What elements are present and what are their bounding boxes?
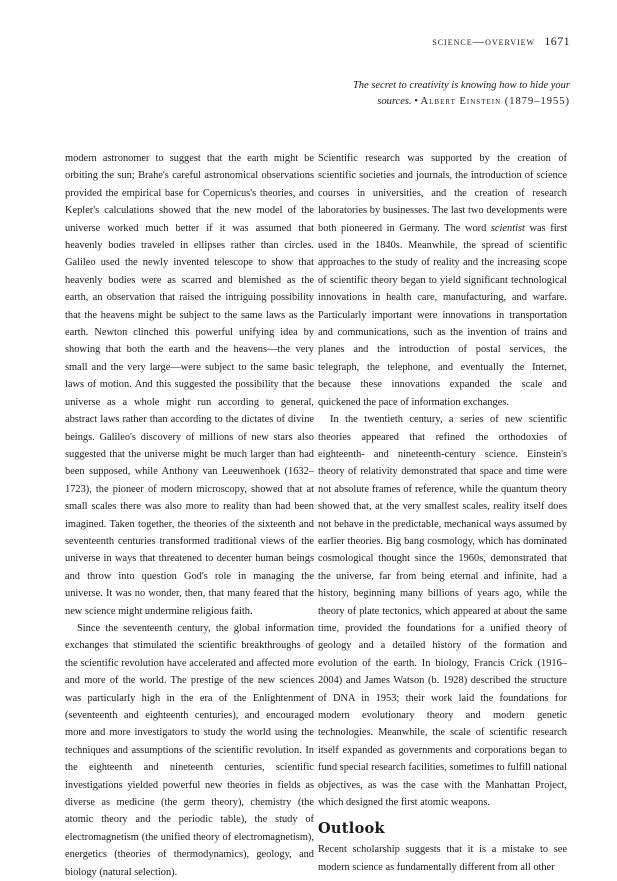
right-column [318, 150, 567, 876]
running-head-section: science—overview [432, 36, 536, 48]
page-number: 1671 [544, 34, 570, 48]
section-heading-outlook: Outlook [318, 820, 385, 838]
left-paragraph-2: Since the seventeenth century, the global information exchanges that stimulated the scientific breakthroughs of the scientific revolution have accelerated and affected more and more of the world. The prestige of the new sciences was particularly high in the era of the Enlightenment (seventeenth and eighteenth centuries), and encouraged more and more investigators to study the world using the techniques and assumptions of the scientific revolution. In the eighteenth and nineteenth centuries, scientific investigations yielded powerful new theories in fields as diverse as medicine (the germ theory), chemistry (the atomic theory and the periodic table), the study of electromagnetism (the unified theory of electromagnetism), energetics (theories of thermodynamics), geology, and biology (natural selection). [65, 622, 314, 878]
epigraph-quote-line-1: The secret to creativity is knowing how to hide your [352, 80, 570, 91]
left-column [65, 150, 314, 881]
right-paragraph-3: Recent scholarship suggests that it is a mistake to see modern science as fundamentally different from all other [318, 844, 567, 873]
epigraph-bullet: • [414, 96, 418, 107]
epigraph [270, 78, 570, 110]
epigraph-quote-line-2: sources. [377, 96, 412, 107]
right-paragraph-1 [318, 150, 567, 411]
right-paragraph-2: In the twentieth century, a series of new scientific theories appeared that refined the orthodoxies of eighteenth- and nineteenth-century science. Einstein's theory of relativity demonstrated that space and time were not absolute frames of reference, while the quantum theory showed that, at the very smallest scales, reality itself does not behave in the predictable, mechanical ways assumed by earlier theories. Big bang cosmology, which has dominated cosmological thought since the 1960s, demonstrated that the universe, far from being eternal and infinite, had a history, beginning many billions of years ago, while the theory of plate tectonics, which appeared at about the same time, provided the foundations for a unified theory of geology and a detailed history of the formation and evolution of the earth. In biology, Francis Crick (1916–2004) and James Watson (b. 1928) described the structure of DNA in 1953; their work laid the foundations for modern evolutionary theory and modern genetic technologies. Meanwhile, the scale of scientific research itself expanded as governments and corporations began to fund special research facilities, sometimes to fulfill national objectives, as was the case with the Manhattan Project, which designed the first atomic weapons. [318, 414, 567, 809]
running-head [432, 34, 570, 49]
right-paragraph-1-end: was first used in the 1840s. Meanwhile, the spread of scientific approaches to the study of reality and the increasing scope of scientific theory began to yield significant technological innovations in health care, manufacturing, and warfare. Particularly important were innovations in transportation and communications, such as the invention of trains and planes and the introduction of postal services, the telegraph, the telephone, and eventually the Internet, because these innovations expanded the scale and quickened the pace of information exchanges. [318, 222, 568, 408]
epigraph-line-2 [270, 94, 570, 110]
epigraph-attribution: Albert Einstein (1879–1955) [420, 96, 570, 107]
italic-term-scientist: scientist [490, 222, 525, 234]
left-paragraph-1: modern astronomer to suggest that the earth might be orbiting the sun; Brahe's careful astronomical observations provided the empirical base for Copernicus's theories, and Kepler's calculations showed that the new model of the universe worked much better if it was assumed that heavenly bodies traveled in ellipses rather than circles. Galileo used the newly invented telescope to show that heavenly bodies were as scarred and blemished as the earth, an observation that raised the intriguing possibility that the heavens might be subject to the same laws as the earth. Newton clinched this powerful unifying idea by showing that both the earth and the heavens—the very small and the very large—were subject to the same basic laws of motion. And this suggested the possibility that the universe as a whole might run according to general, abstract laws rather than according to the dictates of divine beings. Galileo's discovery of millions of new stars also suggested that the universe might be much larger than had been supposed, while Anthony van Leeuwenhoek (1632–1723), the pioneer of modern microscopy, showed that at small scales there was also more to reality than had been imagined. Taken together, the theories of the sixteenth and seventeenth centuries transformed traditional views of the universe in ways that threatened to decenter human beings and throw into question God's role in managing the universe. It was no wonder, then, that many feared that the new science might undermine religious faith. [65, 153, 314, 617]
right-paragraph-1-start: Scientific research was supported by the creation of scientific societies and journals, the introduction of science courses in universities, and the creation of research laboratories by businesses. The last two developments were both pioneered in Germany. The word [318, 153, 567, 234]
